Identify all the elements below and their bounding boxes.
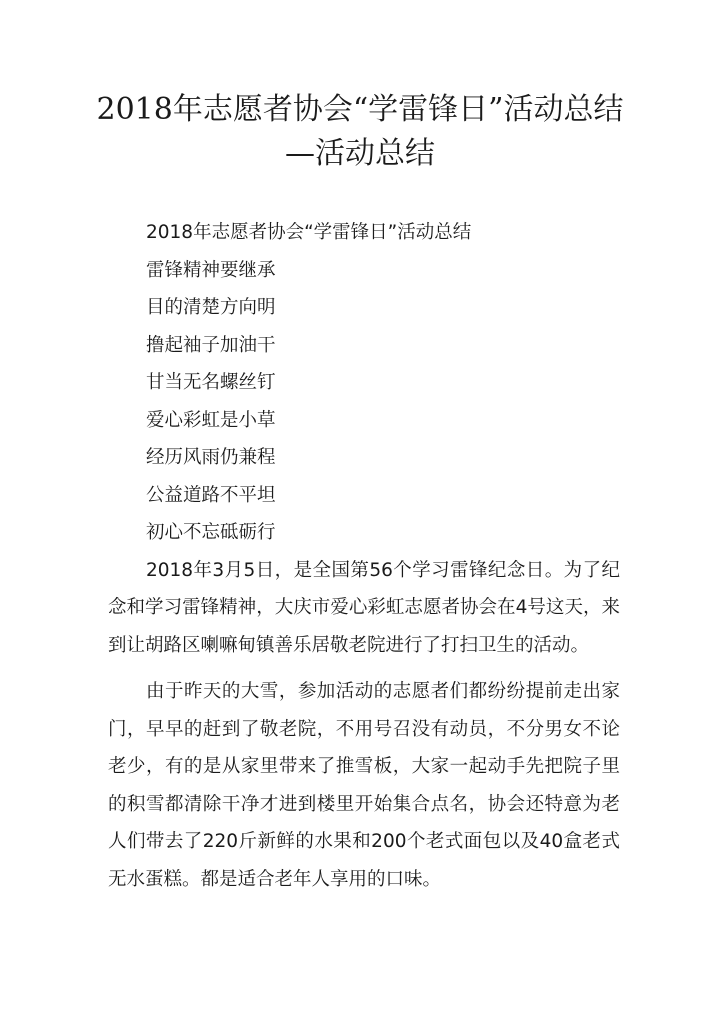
body-paragraph: 由于昨天的大雪，参加活动的志愿者们都纷纷提前走出家门，早早的赶到了敬老院，不用号召没有动员，不分男女不论老少，有的是从家里带来了推雪板，大家一起动手先把院子里的积雪都清除干净才进到楼里开始集合点名，协会还特意为老人们带去了220斤新鲜的水果和200个老式面包以及40盒老式无水蛋糕。都是适合老年人享用的口味。 <box>108 681 620 890</box>
verse-line: 甘当无名螺丝钉 <box>146 372 276 393</box>
verse-line: 2018年志愿者协会“学雷锋日”活动总结 <box>146 222 472 243</box>
verse-line: 雷锋精神要继承 <box>146 259 276 281</box>
verse-line: 公益道路不平坦 <box>146 484 276 506</box>
document-title: 2018年志愿者协会“学雷锋日”活动总结—活动总结 <box>96 92 624 171</box>
body-paragraph: 2018年3月5日，是全国第56个学习雷锋纪念日。为了纪念和学习雷锋精神，大庆市爱心彩虹志愿者协会在4号这天，来到让胡路区喇嘛甸镇善乐居敬老院进行了打扫卫生的活动。 <box>108 559 620 656</box>
verse-line: 初心不忘砥砺行 <box>146 522 276 543</box>
verse-line: 目的清楚方向明 <box>146 297 276 318</box>
verse-line: 撸起袖子加油干 <box>146 334 276 356</box>
verse-line: 经历风雨仍兼程 <box>146 447 276 468</box>
document-body <box>108 214 620 898</box>
verse-line: 爱心彩虹是小草 <box>146 409 276 431</box>
